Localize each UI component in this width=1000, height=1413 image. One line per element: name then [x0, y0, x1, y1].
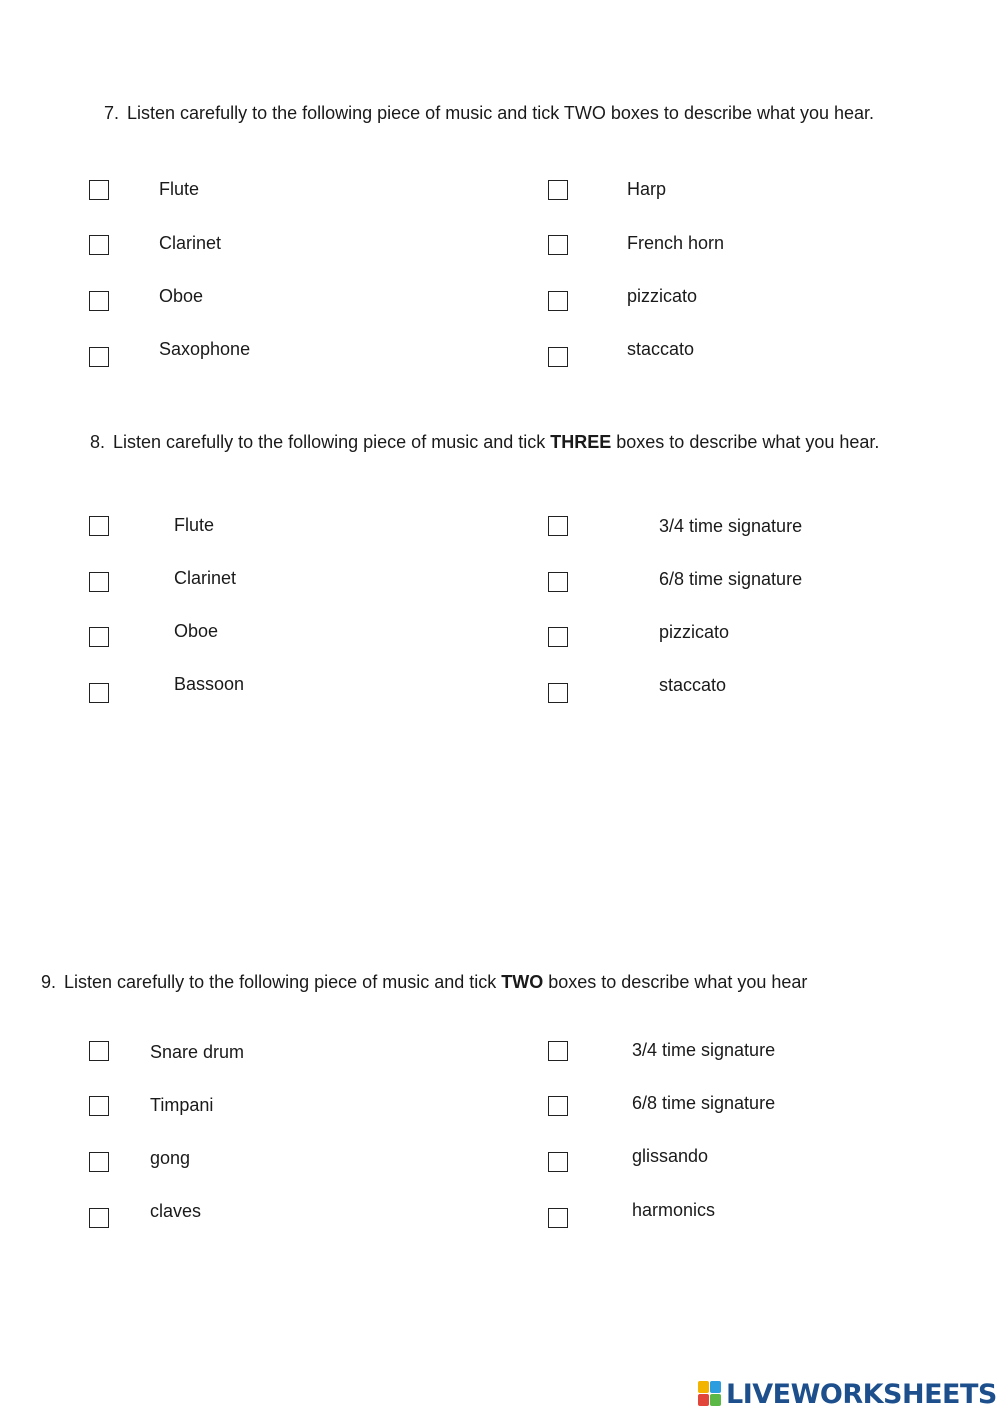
q7-checkbox-right-3[interactable]	[548, 291, 568, 311]
q7-checkbox-left-4[interactable]	[89, 347, 109, 367]
q7-checkbox-right-2[interactable]	[548, 235, 568, 255]
q7-option-right-4: staccato	[627, 339, 695, 359]
q9-checkbox-left-3[interactable]	[89, 1152, 109, 1172]
q9-option-right-2: 6/8 time signature	[632, 1093, 776, 1113]
q7-option-right-3: pizzicato	[627, 286, 698, 306]
q8-checkbox-right-1[interactable]	[548, 516, 568, 536]
q7-checkbox-left-2[interactable]	[89, 235, 109, 255]
q7-checkbox-right-4[interactable]	[548, 347, 568, 367]
question-9-prompt: 9. Listen carefully to the following piece of music and tick TWO boxes to describe what you hear	[41, 972, 808, 992]
q8-checkbox-left-1[interactable]	[89, 516, 109, 536]
q9-checkbox-right-3[interactable]	[548, 1152, 568, 1172]
q8-checkbox-left-4[interactable]	[89, 683, 109, 703]
q7-checkbox-left-1[interactable]	[89, 180, 109, 200]
q8-option-left-2: Clarinet	[174, 568, 237, 588]
liveworksheets-logo	[698, 1378, 997, 1410]
q8-option-right-1: 3/4 time signature	[659, 516, 803, 536]
q8-option-left-1: Flute	[174, 515, 215, 535]
question-8-prompt: 8. Listen carefully to the following piece of music and tick THREE boxes to describe what you hear.	[90, 432, 880, 452]
q9-option-right-1: 3/4 time signature	[632, 1040, 776, 1060]
liveworksheets-wordmark: LIVEWORKSHEETS	[726, 1378, 997, 1410]
q8-checkbox-left-2[interactable]	[89, 572, 109, 592]
q9-checkbox-left-4[interactable]	[89, 1208, 109, 1228]
q8-option-right-3: pizzicato	[659, 622, 730, 642]
q7-option-right-2: French horn	[627, 233, 725, 253]
q9-option-left-2: Timpani	[150, 1095, 214, 1115]
q7-option-left-2: Clarinet	[159, 233, 222, 253]
q9-checkbox-right-1[interactable]	[548, 1041, 568, 1061]
q8-checkbox-right-4[interactable]	[548, 683, 568, 703]
q9-option-right-3: glissando	[632, 1146, 709, 1166]
q8-checkbox-right-3[interactable]	[548, 627, 568, 647]
q7-option-left-3: Oboe	[159, 286, 204, 306]
q7-checkbox-left-3[interactable]	[89, 291, 109, 311]
q8-option-right-2: 6/8 time signature	[659, 569, 803, 589]
liveworksheets-logo-icon	[698, 1381, 722, 1407]
q8-checkbox-right-2[interactable]	[548, 572, 568, 592]
question-7-prompt: 7. Listen carefully to the following piece of music and tick TWO boxes to describe what you hear.	[104, 103, 875, 123]
q7-option-left-4: Saxophone	[159, 339, 251, 359]
q9-checkbox-right-2[interactable]	[548, 1096, 568, 1116]
q9-option-left-1: Snare drum	[150, 1042, 245, 1062]
q7-option-left-1: Flute	[159, 179, 200, 199]
q8-option-right-4: staccato	[659, 675, 727, 695]
q9-option-right-4: harmonics	[632, 1200, 716, 1220]
q7-checkbox-right-1[interactable]	[548, 180, 568, 200]
q8-option-left-4: Bassoon	[174, 674, 245, 694]
q9-option-left-4: claves	[150, 1201, 202, 1221]
q8-checkbox-left-3[interactable]	[89, 627, 109, 647]
q8-option-left-3: Oboe	[174, 621, 219, 641]
q9-checkbox-right-4[interactable]	[548, 1208, 568, 1228]
q9-checkbox-left-1[interactable]	[89, 1041, 109, 1061]
q9-option-left-3: gong	[150, 1148, 191, 1168]
q9-checkbox-left-2[interactable]	[89, 1096, 109, 1116]
q7-option-right-1: Harp	[627, 179, 667, 199]
